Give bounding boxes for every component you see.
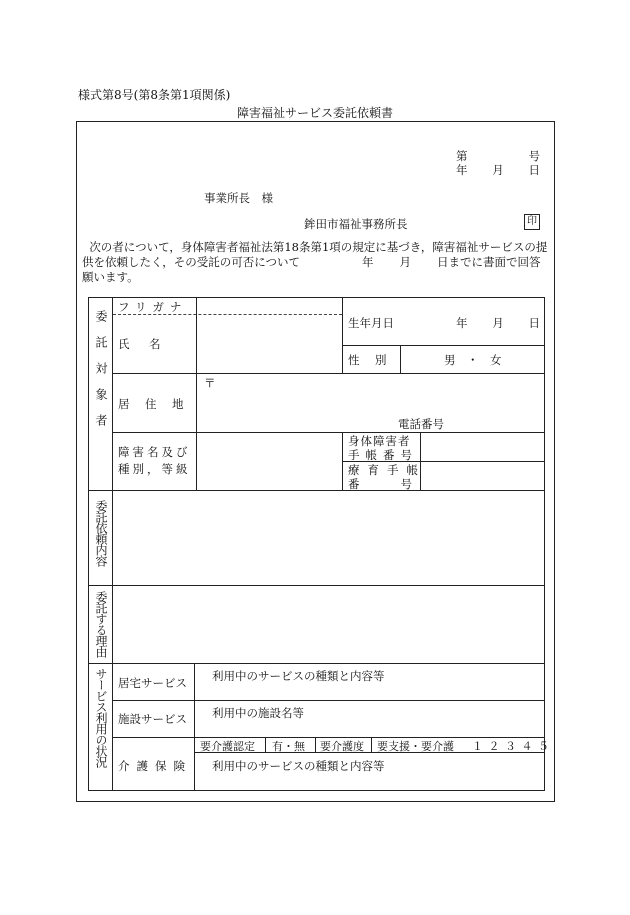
date-day: 日 xyxy=(528,163,540,177)
table-border-bottom xyxy=(88,790,545,791)
seal-stamp: 印 xyxy=(524,214,540,230)
birth-year: 年 xyxy=(456,316,468,330)
furigana-text: フリガナ xyxy=(118,300,188,314)
birth-month: 月 xyxy=(492,316,504,330)
sender: 鉾田市福祉事務所長 xyxy=(304,217,408,231)
form-number: 様式第8号(第8条第1項関係) xyxy=(78,88,231,102)
table-border-left xyxy=(88,297,89,791)
birth-day: 日 xyxy=(528,316,540,330)
column-divider xyxy=(194,663,195,791)
ryoiku-card-label-2: 番 号 xyxy=(348,477,418,491)
table-border-right xyxy=(544,297,545,791)
care-detail: 利用中のサービスの種類と内容等 xyxy=(212,759,385,773)
postal-mark: 〒 xyxy=(204,376,216,390)
table-border-top xyxy=(88,297,545,298)
care-cert-label: 要介護認定 xyxy=(200,740,255,753)
body-month: 月 xyxy=(399,255,412,269)
row-divider xyxy=(112,700,545,701)
column-divider xyxy=(371,737,372,752)
column-divider xyxy=(400,345,401,373)
facility-service-label: 施設サービス xyxy=(118,712,187,726)
column-divider xyxy=(342,297,343,373)
section-divider xyxy=(88,585,545,586)
name-label: 氏 名 xyxy=(118,337,165,351)
row-divider xyxy=(342,345,545,346)
row-divider xyxy=(112,373,545,374)
birthdate-value xyxy=(456,315,540,331)
header-column-divider xyxy=(112,297,113,791)
furigana-label xyxy=(118,299,188,315)
column-divider xyxy=(196,297,197,373)
body-year: 年 xyxy=(362,255,374,269)
date-year: 年 xyxy=(456,163,468,177)
date-month: 月 xyxy=(492,163,504,177)
care-support-label: 要支援・要介護 xyxy=(377,740,454,753)
care-level-options: １ ２ ３ ４ ５ xyxy=(472,740,550,753)
reason-header: 委託する理由 xyxy=(94,591,108,657)
subject-header: 委託対象者 xyxy=(94,310,108,440)
column-divider xyxy=(265,737,266,752)
birthdate-label: 生年月日 xyxy=(348,316,394,330)
section-divider xyxy=(88,490,545,491)
body-text-1: 次の者について，身体障害者福祉法第18条第1項の規定に基づき，障害福祉サービスの提供を依頼したく，その受託の可否について xyxy=(82,240,548,269)
care-level-label: 要介護度 xyxy=(320,740,364,753)
column-divider xyxy=(315,737,316,752)
disability-name-label-1: 障害名及び xyxy=(118,445,191,459)
address-label: 居 住 地 xyxy=(118,397,186,411)
sex-label: 性 別 xyxy=(348,353,389,367)
request-body xyxy=(82,240,552,285)
sex-options: 男 ・ 女 xyxy=(444,353,502,367)
number-prefix: 第 xyxy=(456,149,468,163)
addressee: 事業所長 様 xyxy=(204,191,273,205)
section-divider xyxy=(88,663,545,664)
facility-service-detail: 利用中の施設名等 xyxy=(212,706,304,720)
care-insurance-label: 介護保険 xyxy=(118,759,192,773)
disability-name-label-2: 種別，等級 xyxy=(118,462,191,476)
care-yes-no: 有・無 xyxy=(272,740,305,753)
request-content-header: 委託依頼内容 xyxy=(94,500,108,566)
phone-label: 電話番号 xyxy=(398,417,444,431)
home-service-label: 居宅サービス xyxy=(118,676,187,690)
ryoiku-card-label-1: 療育手帳 xyxy=(348,463,426,477)
body-text-2: 日までに書面で回答願います。 xyxy=(82,255,541,284)
home-service-detail: 利用中のサービスの種類と内容等 xyxy=(212,669,385,683)
document-date xyxy=(456,162,540,178)
service-status-header: サービス利用の状況 xyxy=(94,668,108,767)
physical-card-label-1: 身体障害者 xyxy=(348,434,411,448)
number-suffix: 号 xyxy=(528,149,540,163)
row-divider xyxy=(112,432,545,433)
column-divider xyxy=(196,373,197,491)
document-title: 障害福祉サービス委託依頼書 xyxy=(236,106,393,120)
physical-card-label-2: 手帳番号 xyxy=(348,448,418,462)
